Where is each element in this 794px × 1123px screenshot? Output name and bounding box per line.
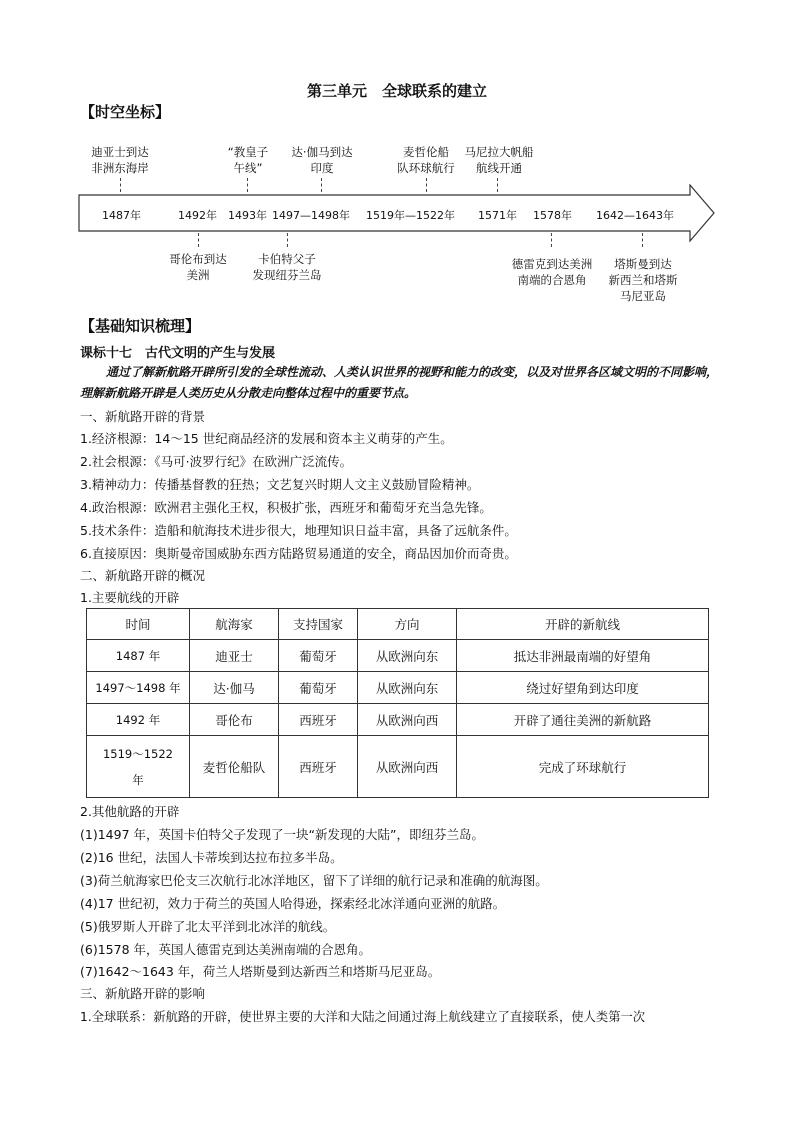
- table-cell: 西班牙: [279, 736, 358, 798]
- event-papal-line: “教皇子 午线”: [227, 145, 269, 175]
- other-route-item: (2)16 世纪，法国人卡蒂埃到达拉布拉多半岛。: [80, 850, 343, 865]
- event-tasman: 塔斯曼到达 新西兰和塔斯 马尼亚岛: [608, 257, 678, 303]
- table-cell: 迪亚士: [190, 640, 279, 672]
- event-magellan: 麦哲伦船 队环球航行: [397, 145, 455, 175]
- column-header: 支持国家: [279, 609, 358, 640]
- table-cell: 1492 年: [87, 704, 190, 736]
- event-da-gama: 达·伽马到达 印度: [291, 145, 353, 175]
- column-header: 方向: [358, 609, 457, 640]
- event-dias: 迪亚士到达 非洲东海岸: [91, 145, 149, 175]
- other-route-item: (4)17 世纪初，效力于荷兰的英国人哈得逊，探索经北冰洋通向亚洲的航路。: [80, 896, 506, 911]
- table-cell: 从欧洲向西: [358, 736, 457, 798]
- year-1642-1643: 1642—1643年: [596, 209, 674, 222]
- event-columbus: 哥伦布到达 美洲: [169, 252, 227, 282]
- background-item: 3.精神动力：传播基督教的狂热；文艺复兴时期人文主义鼓励冒险精神。: [80, 477, 480, 492]
- year-1497-1498: 1497—1498年: [272, 209, 350, 222]
- table-cell: 麦哲伦船队: [190, 736, 279, 798]
- year-1519-1522: 1519年—1522年: [366, 209, 455, 222]
- other-route-item: (1)1497 年，英国卡伯特父子发现了一块“新发现的大陆”，即纽芬兰岛。: [80, 827, 484, 842]
- table-cell: 抵达非洲最南端的好望角: [457, 640, 709, 672]
- page-title: 第三单元 全球联系的建立: [306, 82, 487, 100]
- year-1493: 1493年: [228, 209, 267, 222]
- other-route-item: (6)1578 年，英国人德雷克到达美洲南端的合恩角。: [80, 942, 371, 957]
- table-row: [87, 736, 709, 798]
- event-manila-galleon: 马尼拉大帆船 航线开通: [464, 145, 534, 175]
- other-route-item: (7)1642～1643 年，荷兰人塔斯曼到达新西兰和塔斯马尼亚岛。: [80, 964, 441, 979]
- impact-item: 1.全球联系：新航路的开辟，使世界主要的大洋和大陆之间通过海上航线建立了直接联系，使人类第一次: [80, 1010, 646, 1024]
- column-header: 时间: [87, 609, 190, 640]
- routes-table: [86, 608, 709, 798]
- background-item: 1.经济根源：14～15 世纪商品经济的发展和资本主义萌芽的产生。: [80, 431, 453, 446]
- heading-background: 一、新航路开辟的背景: [80, 409, 206, 424]
- table-cell: 1497～1498 年: [87, 672, 190, 704]
- table-header-row: [87, 609, 709, 640]
- background-item: 5.技术条件：造船和航海技术进步很大，地理知识日益丰富，具备了远航条件。: [80, 523, 517, 538]
- background-item: 4.政治根源：欧洲君主强化王权，积极扩张，西班牙和葡萄牙充当急先锋。: [80, 500, 492, 515]
- table-cell: 从欧洲向东: [358, 672, 457, 704]
- table-cell: 开辟了通往美洲的新航路: [457, 704, 709, 736]
- table-cell: 哥伦布: [190, 704, 279, 736]
- year-1578: 1578年: [533, 209, 572, 222]
- subheading-other-routes: 2.其他航路的开辟: [80, 804, 180, 819]
- table-cell: 葡萄牙: [279, 640, 358, 672]
- table-cell: 从欧洲向西: [358, 704, 457, 736]
- subheading-main-routes: 1.主要航线的开辟: [80, 590, 180, 605]
- heading-impact: 三、新航路开辟的影响: [80, 986, 206, 1001]
- event-drake: 德雷克到达美洲 南端的合恩角: [511, 257, 593, 287]
- table-cell: 1487 年: [87, 640, 190, 672]
- table-row: [87, 640, 709, 672]
- year-1571: 1571年: [478, 209, 517, 222]
- column-header: 航海家: [190, 609, 279, 640]
- year-1487: 1487年: [102, 209, 141, 222]
- curriculum-standard: 通过了解新航路开辟所引发的全球性流动、人类认识世界的视野和能力的改变，以及对世界各区域文明的不同影响，理解新航路开辟是人类历史从分散走向整体过程中的重要节点。: [80, 365, 719, 400]
- table-row: [87, 704, 709, 736]
- table-cell: 完成了环球航行: [457, 736, 709, 798]
- table-cell: 葡萄牙: [279, 672, 358, 704]
- other-route-item: (5)俄罗斯人开辟了北太平洋到北冰洋的航线。: [80, 919, 336, 934]
- column-header: 开辟的新航线: [457, 609, 709, 640]
- heading-overview: 二、新航路开辟的概况: [80, 568, 206, 583]
- lesson-title: 课标十七 古代文明的产生与发展: [80, 346, 276, 361]
- table-cell: 从欧洲向东: [358, 640, 457, 672]
- table-cell: 西班牙: [279, 704, 358, 736]
- table-row: [87, 672, 709, 704]
- background-item: 6.直接原因：奥斯曼帝国威胁东西方陆路贸易通道的安全，商品因加价而奇贵。: [80, 546, 517, 561]
- year-1492: 1492年: [178, 209, 217, 222]
- table-cell: 1519～1522 年: [87, 736, 190, 798]
- event-cabot: 卡伯特父子 发现纽芬兰岛: [252, 252, 322, 282]
- table-cell: 达·伽马: [190, 672, 279, 704]
- timeline-section-title: 【时空坐标】: [80, 103, 171, 121]
- table-cell: 绕过好望角到达印度: [457, 672, 709, 704]
- other-route-item: (3)荷兰航海家巴伦支三次航行北冰洋地区，留下了详细的航行记录和准确的航海图。: [80, 873, 548, 888]
- basics-section-title: 【基础知识梳理】: [80, 317, 201, 335]
- background-item: 2.社会根源：《马可·波罗行纪》在欧洲广泛流传。: [80, 454, 353, 469]
